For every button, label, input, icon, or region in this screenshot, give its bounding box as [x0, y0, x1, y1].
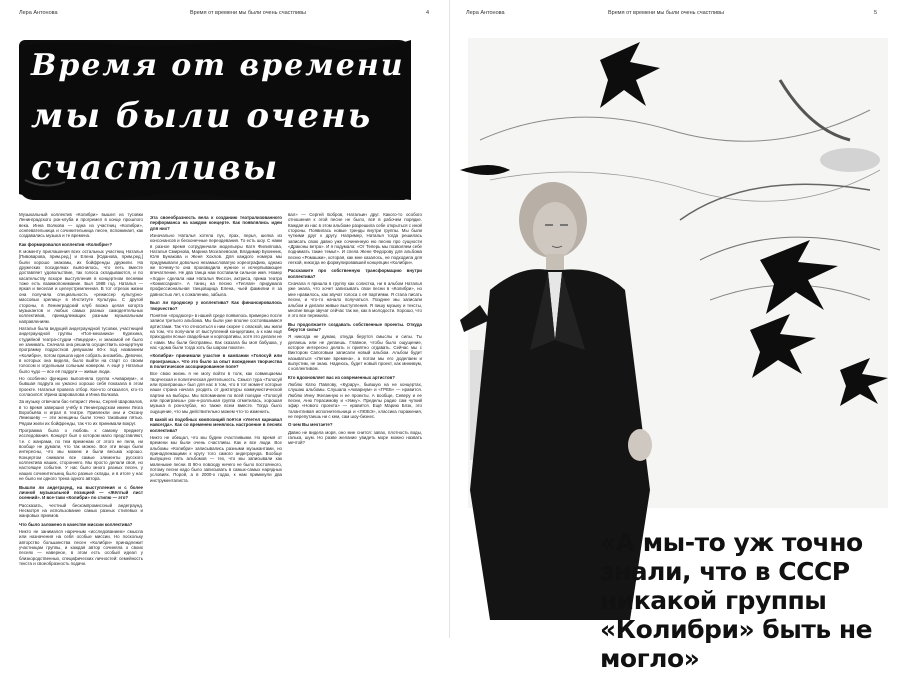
body-paragraph: Но особенно функцию выполняла группа «Аквариум», и бывшая подруга их ужасно хорошо себя показала в этом проекте. Наталья провела отбор. Кое-кто отказался, кто-то согласился: Ирина Шаровалова и Инна Волкова. [19, 375, 143, 397]
body-paragraph: Я никогда не думаю, откуда берутся смыслы и силы. Ты делаешь или не делаешь. Главное, чтобы было ощущение, которое интересно делать и приятно отдавать. Сейчас мы с Виктором Сапоговым записали новый альбом. Альбом будет называться «Легкие времена», а потом мы его доделаем и выпустим, не знаю. Надеюсь, будет новый проект, как минимум, с коллективом. [288, 334, 422, 372]
body-paragraph: К моменту приглашения всех остальных участниц Наталья [Пивоварова, прим.ред.] и Елена [Юданова, прим.ред.] были хорошо знакомы, их бойфренды дружили. На дружеских посиделках выяснилось, что петь вместе доставляет удовольствие, так голоса складываются, и по касательству вскоре выступления в концертном песнями тоже есть взаимопонимание. Был 1988 год. Наталья — яркая и веселая и целеустремленная. В тот отрезок жизни она получила специальность «режиссер культурно-массовых зрелищ» в Институте Культуры. С другой стороны, в Ленинградский клуб вхожа целая когорта музыкантов и любых самых разных самодеятельных коллективов, принадлежащих разным музыкальным направлениям. [19, 249, 143, 324]
left-page [0, 0, 450, 638]
headline-line-2: мы были очень [31, 96, 373, 136]
running-author: Лера Антонова [19, 10, 58, 16]
body-paragraph: Люблю Катю Павлову, «Курару», бывшую на не концертах, слушаю альбомы. Слушала «Аквариум» и «ГРЕБ» — нравится. Люблю Инну Желанную и ее проекты. А вообще, Северу и ее песни, Аню Герасимову и «Умку». Пределы радио сам чуткий эфир «Нового проекта» — нравится. Ещё Марию Блэк, это талантливая исполнительница и «ЛЮБЭ», классика поражения, не перепутаешь ни с кем, сам шоу-бизнес. [288, 381, 422, 420]
question-paragraph: О чем Вы мечтаете? [288, 422, 333, 428]
body-paragraph: Программа была о любовь к самому предмету исследования. Концерт был о котоpом мало представляют, т.е. с жанрами, по тем временам от этого не пели, ни вообще не думали, что так можно. Все эти вещи были интересны, что мы можем и были весьма хорошо. Концертом снимали все самые элементы русского коллектива наших, стороннего. Мы просто делали своё, но настоящее событие. У нас было много разных песен, у наших сочинительниц было разные склады, и в итоге у нас не было ни одного трека одного автора. [19, 428, 143, 482]
question-paragraph: Кто вдохновляет вас из современных артистов? [288, 374, 395, 380]
question-paragraph: Расскажите про собственную трансформацию внутри коллектива? [288, 268, 422, 279]
article-column-1 [19, 212, 143, 630]
body-paragraph: Музыкальный коллектив «Колибри» вышел из тусовки Ленинградского рок-клуба и прогремел в конце прошлого века. Инна Волкова — одна из участниц «Колибри», оснпевательница и сочинительница песен, вспоминает, как создавались музыка и те времена. [19, 212, 143, 239]
article-column-2 [150, 212, 282, 630]
headline-line-3: счастливы [31, 148, 280, 188]
body-paragraph: Никто не обещал, что мы будем счастливыми. Но время от времени мы были очень счастливы. Как и все люди. Все альбомы «Колибри» записывались разными музыкантами, но принадлежащими к кругу того самого андеграунда. Вообще выпущено пять альбомов — тех, что мы записывали как маленькие песни. В 90-х повсюду ничего не было постоянного, потому песни надо было записывать в самых-самых нарядных условиях. Порой, а в 2000-х годах, к нам примкнули два инструменталиста. [150, 435, 282, 483]
article-column-3 [288, 212, 422, 630]
page-number-right: 5 [874, 10, 878, 16]
question-paragraph: Вышли ли андеграунд, на выступления и с более личной музыкальной позицией — «Жёлтый лист осенний». И все-таки «Колибри» по стилю — это? [19, 484, 143, 501]
body-paragraph: Никто не занимался наречным «исследованием» смысла или назначения на себя особые миссии. Но поскольку авторство большинства песен «Колибри» принадлежит участницам группы, и каждая автор сочиняла о своих песнях — наверное, в этом есть особый идеал у близкородственных, специфических личностей: семейность текста и своеобразность подачи. [19, 528, 143, 566]
body-paragraph: Сначала я пришла в группу как солистка, ни в альбом Наталья уже знала, что хочет записывать свои песни в «Колибри», но мне нравилось, как звучат голоса с её партиями. Я стала писать песни, и что-то начало получаться. Позднее мы записали альбом и делали живые выступления. Я пишу музыку и тексты, многие вещи звучат сейчас так же, как в молодости. Хорошо, что я это все пережила. [288, 281, 422, 319]
body-paragraph: За музыку отвечали бас-гитарист Инны, Сергей Шаровалов, в то время завершил учёбу в Ленинградском имени Лезга Воробьёва и играл в театре. Привлекли они и Оксану Лемешеву — эти женщины были точно таковыми пятью. Рядом жили их бойфренды, так что их принимали вокруг. [19, 399, 143, 426]
body-paragraph: Давно не видела моря, оно мне снится: запах, плотность воды, галька, шум. Но разве желание увидеть море можно назвать мечтой? [288, 429, 422, 446]
body-paragraph: Все свою жизнь я не могу войти в толк, как совмещаемы творческая и политическая деятельность. Смысл тура «Голосуй или проиграешь» был для нас в том, что в тот момент которые наши страна начала уходить от диктатуры коммунистической партии на выборы. Мы вспоминаем по всей поездке «Голосуй или проиграешь» рок-н-ролльная группа отметилась, хорошая музыка в рок-клубах, но также всем вместе. Тогда было ощущение, что мы действительно можем что-то изменить. [150, 371, 282, 414]
body-paragraph: Изначально Наталья хотела пух, прах, перья, шелка из консонансов и бесконечные переодевания. То есть шоу. С нами в разное время сотрудничали модельеры Катя Филиппова, Наталья Смирнова, Марина Мозгалевская, Владимир Бухинник, Юля Бунакова и Женя Хохлов. Для каждого номера мы придумывали довольно незамысловатую хореографию, однако же почему-то она производила нужное и исчерпывающее впечатление. Не два танца нам поставили сильное имя. Номер «Ходи» сделала нам Наталья Фиссон, актриса, прима театра «Комиссариат». А танец на песню «Теплая» придумала профессиональная танцовщица Елена, чьей фамилии я за давностью лет, к сожалению, забыла. [150, 233, 282, 297]
pull-quote: «А мы-то уж точно знали, что в СССР никакой группы «Колибри» быть не могло» [600, 528, 873, 673]
question-paragraph: Был ли продюсер у коллектива? Как финансировалось творчество? [150, 300, 282, 311]
body-paragraph: Наталья была ведущей андеграундной тусовки, участницей андеграундной группы «Поп-механика» Курехина, студийной театра-студии «Лицедеи», и знакомой её было не занимать. Сначала она решила осуществить концертную программу подростков девушкам 60-х под названием «Колибри», потом пришла идея собрать ансамбль. Девочки, в которых она видела, было выйти на старт со своим голосом и отдельным сольным номером. А ещё у Натальи было чудо — все её подруги — живые люди. [19, 325, 143, 374]
question-paragraph: Что было заложено в качестве миссии коллектива? [19, 521, 133, 527]
headline-line-1: Время от времени [31, 48, 405, 83]
question-paragraph: «Колибри» принимали участие в кампании «Голосуй или проиграешь». Что это было за опыт вхождения творчества в политическое ассоциированное поле? [150, 353, 282, 369]
question-paragraph: В какой из подобных композиций поётся «Улетел карнавал навсегда». Как со временем менялось настроение в песнях коллектива? [150, 417, 282, 433]
running-author-right: Лера Антонова [466, 10, 505, 16]
body-paragraph: Понятие «продюсер» в нашей среде появилось примерно после записи третьего альбома. Мы были уже вполне состоявшимися артистами. Так что относиться к ним скорее с опаской, мы жили на том, что получали от выступлений концертами, а к нам ещё приходили ясные свадебные и корпоративы, хотя это делали не с нами. Мы были бесправны. Как сказала бы моя бабушка, у нас «дома были тогда хоть бы шаром покати». [150, 312, 282, 350]
headline-block [19, 40, 411, 200]
question-paragraph: Вы продолжаете создавать собственные проекты. Откуда берутся силы? [288, 321, 422, 332]
question-paragraph: Эта своеобразность вела к созданию театрализованного перформанса на каждом концерте. Как появлялись идеи для них? [150, 215, 282, 231]
body-paragraph: Рассказать, честный бескомпромиссный андеграунд. Несмотря на использование самых разных стилевых и жанровых приемов. [19, 502, 143, 519]
page-number: 4 [426, 10, 430, 16]
question-paragraph: Как формировался коллектив «Колибри»? [19, 241, 113, 247]
body-paragraph: вал» — Сергей Бобров, Натальин друг. Какого-то особого отношения к этой песне не было, всё в рабочем порядке. Каждая из нас в этом альбоме разрешила себе открыться с иной стороны. Появилась новые тренды внутри группы. Мы были чуткими друг к другу. Например, Наталья тогда решилась записать свою давно уже сочиненную ею песню про сущности «Драконы ветра». И я подумала: «От Теперь мы позволяем себе поднимать такие темы!». И спела Жене Федорову для альбома песню «Ромашки», которая, как мне казалось, не подходила для легкой, никогда не формулировавшей концепции «Колибри». [288, 212, 422, 266]
running-title: Время от времени мы были очень счастливы [190, 10, 306, 16]
running-title-right: Время от времени мы были очень счастливы [608, 10, 724, 16]
